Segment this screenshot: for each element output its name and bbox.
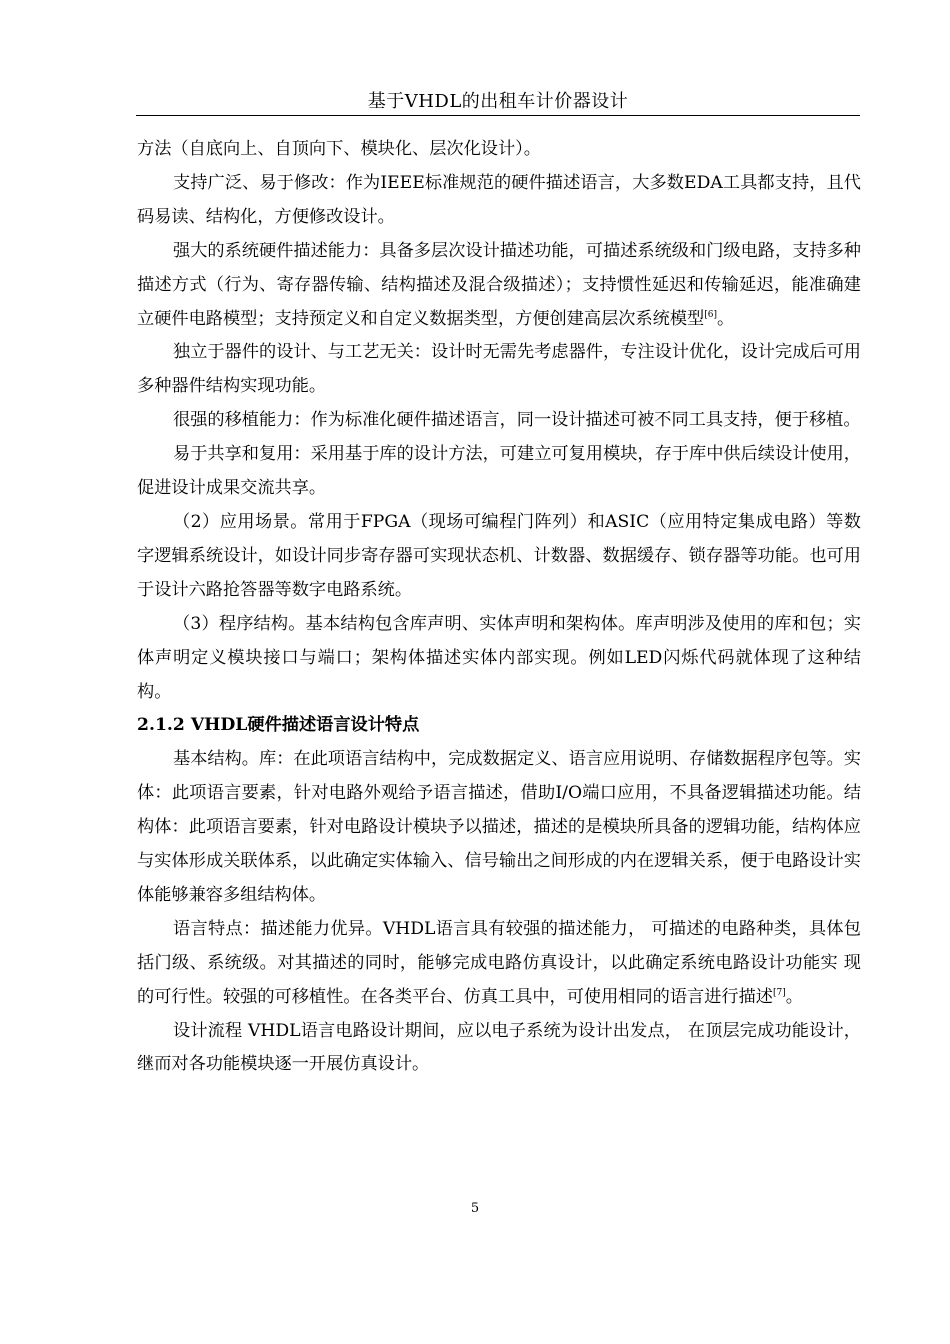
- page-number: 5: [470, 1201, 480, 1216]
- paragraph-device-independent: 独立于器件的设计、与工艺无关：设计时无需先考虑器件，专注设计优化，设计完成后可用多种器件结构实现功能。: [137, 342, 861, 397]
- header-rule: [136, 115, 860, 116]
- page-header-title: 基于VHDL的出租车计价器设计: [367, 91, 629, 112]
- paragraph-end: 。: [716, 308, 735, 329]
- paragraph-design-methods: 方法（自底向上、自顶向下、模块化、层次化设计）。: [137, 139, 541, 159]
- paragraph-hardware-description: [137, 235, 861, 337]
- paragraph-design-flow: 设计流程 VHDL语言电路设计期间，应以电子系统为设计出发点， 在顶层完成功能设计，继而对各功能模块逐一开展仿真设计。: [137, 1020, 861, 1075]
- section-heading: 2.1.2 VHDL硬件描述语言设计特点: [137, 715, 420, 736]
- body-text: [137, 133, 861, 1082]
- citation-ref-6: [6]: [704, 309, 717, 320]
- paragraph-language-features: [137, 913, 861, 1015]
- paragraph-sharing-reuse: 易于共享和复用：采用基于库的设计方法，可建立可复用模块，存于库中供后续设计使用，促进设计成果交流共享。: [137, 444, 861, 499]
- paragraph-application-scenarios: （2）应用场景。常用于FPGA（现场可编程门阵列）和ASIC（应用特定集成电路）等数字逻辑系统设计，如设计同步寄存器可实现状态机、计数器、数据缓存、锁存器等功能。也可用于设计六路抢答器等数字电路系统。: [137, 511, 861, 600]
- paragraph-text: 语言特点：描述能力优异。VHDL语言具有较强的描述能力， 可描述的电路种类，具体包括门级、系统级。对其描述的同时，能够完成电路仿真设计，以此确定系统电路设计功能实 现的可行性。较强的可移植性。在各类平台、仿真工具中，可使用相同的语言进行描述: [137, 918, 861, 1007]
- paragraph-portability: 很强的移植能力：作为标准化硬件描述语言，同一设计描述可被不同工具支持，便于移植。: [173, 410, 861, 431]
- paragraph-program-structure: （3）程序结构。基本结构包含库声明、实体声明和架构体。库声明涉及使用的库和包；实体声明定义模块接口与端口；架构体描述实体内部实现。例如LED闪烁代码就体现了这种结构。: [137, 613, 861, 702]
- paragraph-end: 。: [785, 986, 803, 1007]
- paragraph-wide-support: 支持广泛、易于修改：作为IEEE标准规范的硬件描述语言，大多数EDA工具都支持，且代码易读、结构化，方便修改设计。: [137, 172, 861, 227]
- paragraph-basic-structure: 基本结构。库：在此项语言结构中，完成数据定义、语言应用说明、存储数据程序包等。实体：此项语言要素，针对电路外观给予语言描述，借助I/O端口应用，不具备逻辑描述功能。结构体：此项语言要素，针对电路设计模块予以描述，描述的是模块所具备的逻辑功能，结构体应与实体形成关联体系，以此确定实体输入、信号输出之间形成的内在逻辑关系，便于电路设计实体能够兼容多组结构体。: [137, 749, 861, 905]
- paragraph-text: 强大的系统硬件描述能力：具备多层次设计描述功能，可描述系统级和门级电路，支持多种描述方式（行为、寄存器传输、结构描述及混合级描述）；支持惯性延迟和传输延迟，能准确建立硬件电路模型；支持预定义和自定义数据类型，方便创建高层次系统模型: [137, 240, 861, 329]
- citation-ref-7: [7]: [772, 987, 786, 998]
